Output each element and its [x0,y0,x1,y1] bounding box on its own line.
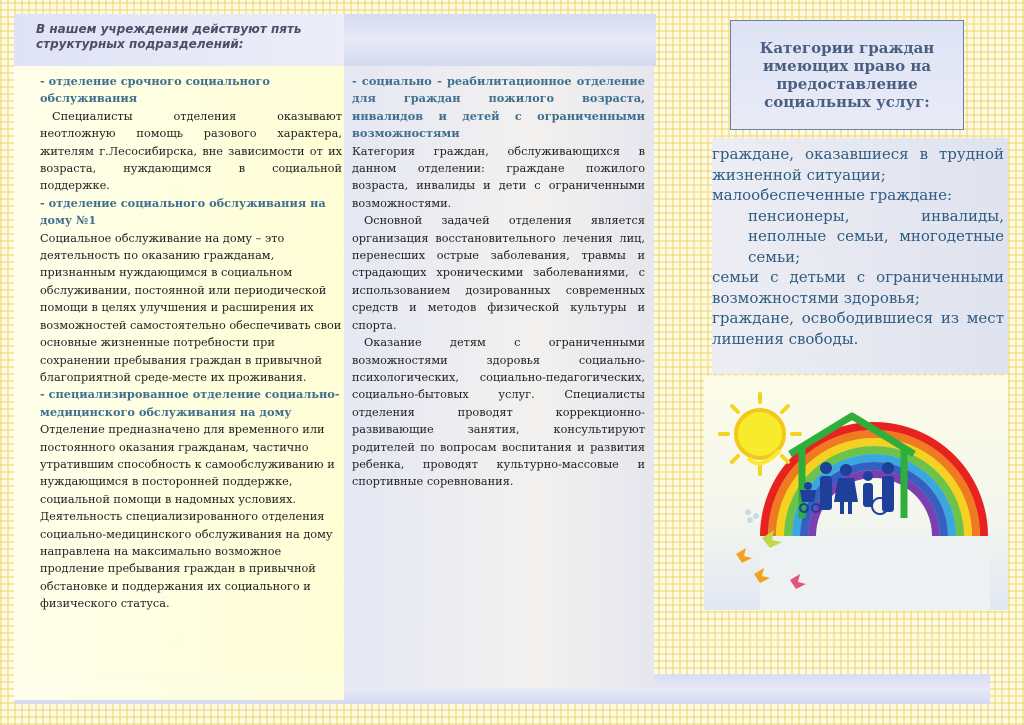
category-item-continued: пенсионеры, инвалиды, неполные семьи, многодетные семьи; [748,206,1004,266]
dept3-text2: Деятельность специализированного отделения социально-медицинского обслуживания на дому направлена на максимально возможное продление пребывания граждан в привычной обстановке и поддержания их социального и физического статуса. [40,510,333,611]
column-1-text [40,73,342,613]
column-2-text [352,73,645,491]
categories-list [712,144,1004,349]
sun-icon [720,394,800,474]
dept2-text: Социальное обслуживание на дому – это деятельность по оказанию гражданам, признанным нуждающимся в социальном обслуживании, постоянной или периодической помощи в целях улучшения и расширения их возможностей самостоятельно обеспечивать свои основные жизненные потребности при сохранении пребывания граждан в привычной благоприятной среде-месте их проживания. [40,231,342,384]
category-item: малообеспеченные граждане: [712,186,953,204]
dept3-text1: Отделение предназначено для временного или постоянного оказания гражданам, частично утратившим способность к самообслуживанию и нуждающимся в посторонней поддержке, социальной помощи в надомных условиях. [40,423,335,506]
categories-title-box [730,20,964,130]
dept2-title: - отделение социального обслуживания на дому №1 [40,195,326,228]
category-item: граждане, освободившиеся из мест лишения свободы. [712,309,1004,348]
dept4-text1: Категория граждан, обслуживающихся в данном отделении: граждане пожилого возраста, инвалиды и дети с ограниченными возможностями. [352,144,645,210]
category-item: граждане, оказавшиеся в трудной жизненной ситуации; [712,145,1004,184]
categories-title: Категории граждан имеющих право на предоставление социальных услуг: [759,39,935,111]
dept1-title: - отделение срочного социального обслуживания [40,74,270,106]
rainbow-icon [764,426,984,536]
intro-heading: В нашем учреждении действуют пять структурных подразделений: [36,22,302,51]
dept3-title: - специализированное отделение социально-медицинского обслуживания на дому [40,387,340,419]
illustration-svg [704,376,1008,610]
dept4-title: - социально - реабилитационное отделение для граждан пожилого возраста, инвалидов и детей с ограниченными возможностями [352,74,645,141]
dept4-text3: Оказание детям с ограниченными возможностями здоровья социально-психологических, социально-педагогических, социально-бытовых услуг. Специалисты отделения проводят коррекционно-развивающие занятия, консультируют родителей по вопросам воспитания и развития ребенка, проводят культурно-массовые и спортивные соревнования. [352,336,645,489]
dept4-text2: Основной задачей отделения является организация восстановительного лечения лиц, перенесших острые заболевания, травмы и страдающих хроническими заболеваниями, с использованием дозированных современных средств и методов физической культуры и спорта. [352,214,645,332]
family-illustration [704,376,1008,610]
category-item: семьи с детьми с ограниченными возможностями здоровья; [712,268,1004,307]
dept1-text: Специалисты отделения оказывают неотложную помощь разового характера, жителям г.Лесосибирска, вне зависимости от их возраста, нуждающимся в социальной поддержке. [40,109,342,193]
